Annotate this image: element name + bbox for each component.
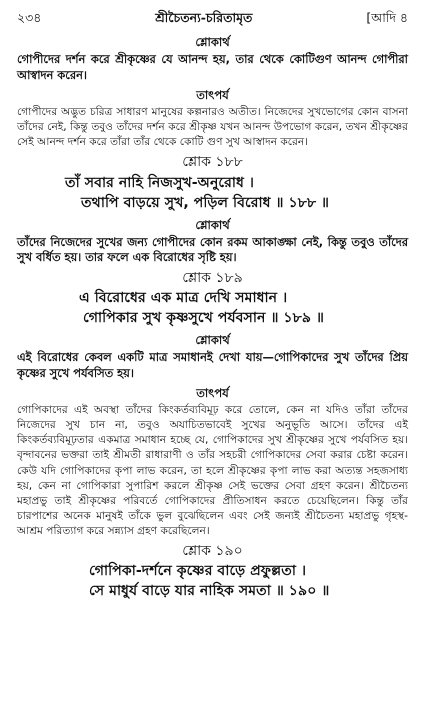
translation-heading: শ্লোকার্থ [195, 332, 230, 347]
translation-text: গোপীদের দর্শন করে শ্রীকৃষ্ণের যে আনন্দ হয়, তার থেকে কোটিগুণ আনন্দ গোপীরা আস্বাদন করেন। [17, 52, 408, 82]
verse-line: গোপিকার সুখ কৃষ্ণসুখে পর্যবসান ॥ ১৮৯ ॥ [83, 309, 324, 326]
purport-text: গোপিকাদের এই অবস্থা তাঁদের কিংকর্তব্যবিমূঢ় করে তোলে, কেন না যদিও তাঁরা তাঁদের নিজেদের সুখ চান না, তবুও অযাচিতভাবেই সুখের অনুভূতি আসে। তাঁদের এই কিংকর্তব্যবিমূঢ়তার একমাত্র সমাধান হচ্ছে যে, গোপিকাদের সুখ শ্রীকৃষ্ণের সুখে পর্যবসিত হয়। বৃন্দাবনের ভক্তরা তাই শ্রীমতী রাধারাণী ও তাঁর সহচরী গোপিকাদের সেবা করার চেষ্টা করেন। কেউ যদি গোপিকাদের কৃপা লাভ করেন, তা হলে শ্রীকৃষ্ণের কৃপা লাভ করা অত্যন্ত সহজসাধ্য হয়, কেন না গোপিকারা সুপারিশ করলে শ্রীকৃষ্ণ সেই ভক্তের সেবা গ্রহণ করেন। শ্রীচৈতন্য মহাপ্রভু তাই শ্রীকৃষ্ণের পরিবর্তে গোপিকাদের প্রীতিসাধন করতে চেয়েছিলেন। কিন্তু তাঁর চারপাশের অনেক মানুষই তাঁকে ভুল বুঝেছিলেন এবং সেই জন্যই শ্রীচৈতন্য মহাপ্রভু গৃহস্থ-আশ্রম পরিত্যাগ করে সন্ন্যাস গ্রহণ করেছিলেন। [17, 404, 408, 537]
purport-text: গোপীদের অদ্ভুত চরিত্র সাধারণ মানুষের কল্পনারও অতীত। নিজেদের সুখভোগের কোন বাসনা তাঁদের নেই, কিন্তু তবুও তাঁদের দর্শন করে শ্রীকৃষ্ণ যখন আনন্দ উপভোগ করেন, তখন শ্রীকৃষ্ণের সেই আনন্দ দর্শন করে তাঁরা তাঁর থেকে কোটি গুণ সুখ আস্বাদন করেন। [17, 106, 408, 149]
verse-text [17, 288, 408, 328]
page-number: ২৩৪ [17, 10, 42, 25]
verse-line: তথাপি বাড়য়ে সুখ, পড়িল বিরোধ ॥ ১৮৮ ॥ [81, 194, 330, 211]
page-header [17, 10, 408, 30]
translation-text: এই বিরোধের কেবল একটি মাত্র সমাধানই দেখা যায়—গোপিকাদের সুখ তাঁদের প্রিয় কৃষ্ণের সুখে পর্যবসিত হয়। [17, 350, 408, 380]
verse-text [17, 173, 408, 213]
purport-heading: তাৎপর্য [196, 87, 229, 102]
translation-heading: শ্লোকার্থ [195, 217, 230, 232]
purport-heading: তাৎপর্য [196, 385, 229, 400]
verse-line: এ বিরোধের এক মাত্র দেখি সমাধান । [79, 289, 288, 306]
verse-heading: শ্লোক ১৮৮ [182, 154, 243, 171]
translation-text: তাঁদের নিজেদের সুখের জন্য গোপীদের কোন রকম আকাঙ্ক্ষা নেই, কিন্তু তবুও তাঁদের সুখ বর্ধিত হয়। তার ফলে এক বিরোধের সৃষ্টি হয়। [17, 235, 408, 265]
verse-text [17, 561, 408, 601]
verse-heading: শ্লোক ১৯০ [182, 542, 243, 559]
chapter-reference: [আদি ৪ [366, 10, 408, 25]
book-title: শ্রীচৈতন্য-চরিতামৃত [155, 10, 253, 25]
translation-heading: শ্লোকার্থ [195, 35, 230, 49]
verse-line: গোপিকা-দর্শনে কৃষ্ণের বাড়ে প্রফুল্লতা । [89, 563, 307, 580]
verse-line: তাঁ সবার নাহি নিজসুখ-অনুরোধ । [65, 174, 254, 191]
verse-heading: শ্লোক ১৮৯ [182, 269, 243, 286]
verse-line: সে মাধুর্য বাড়ে যার নাহিক সমতা ॥ ১৯০ ॥ [89, 583, 330, 600]
